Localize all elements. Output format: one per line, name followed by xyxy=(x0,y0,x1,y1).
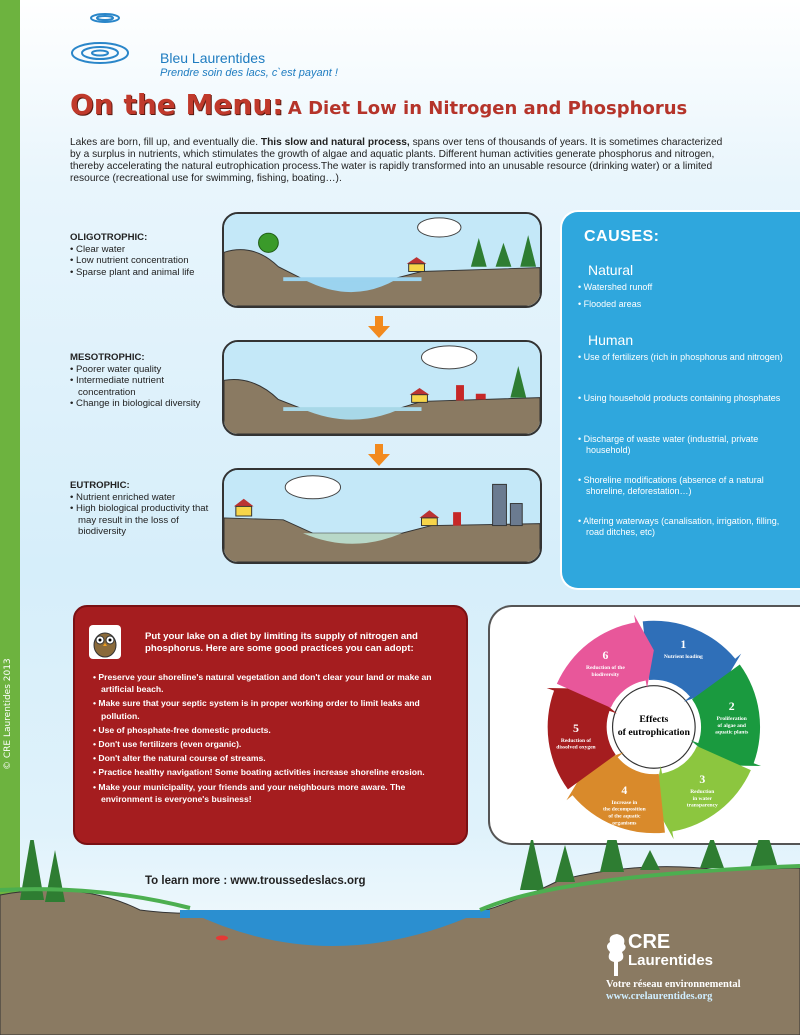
oligotrophic-illustration xyxy=(222,212,542,308)
practices-heading: Put your lake on a diet by limiting its supply of nitrogen and phosphorus. Here are some good practices you can adopt: xyxy=(145,631,418,654)
brand-tagline: Prendre soin des lacs, c`est payant ! xyxy=(160,67,338,79)
arrow-down-icon xyxy=(368,444,390,466)
cycle-center-line2: of eutrophication xyxy=(617,726,690,738)
page-title xyxy=(70,88,687,121)
cycle-step-label: in water xyxy=(692,795,712,802)
cycle-step-label: Reduction of the xyxy=(586,664,625,671)
cycle-step-label: of the aquatic xyxy=(608,813,641,820)
natural-label: Natural xyxy=(588,262,634,278)
cycle-step-number: 4 xyxy=(621,783,628,798)
learn-more-text: To learn more : www.troussedeslacs.org xyxy=(145,875,366,887)
intro-bold: This slow and natural process, xyxy=(260,137,410,148)
intro-part2: spans over tens of thousands of years. It is sometimes characterized by a surplus in nutrients, which stimulates the growth of algae and aquatic plants. Different human activities generate phosphorus and nitrogen, thereby accelerating the natural eutrophication process.The water is rapidly transformed into an unusable resource (drinking water) or a limited resource (recreational use for swimming, fishing, boating…). xyxy=(70,137,723,184)
cause-item: • Using household products containing phosphates xyxy=(578,393,788,404)
cycle-step-number: 3 xyxy=(699,772,706,787)
practices-list xyxy=(93,671,453,807)
list-item: • Preserve your shoreline's natural vegetation and don't clear your land or make an artificial beach. xyxy=(93,671,453,695)
stage-item: • Poorer water quality xyxy=(70,364,220,376)
stage-heading: EUTROPHIC: xyxy=(70,480,130,491)
stage-eutrophic xyxy=(70,480,220,538)
stage-item: • High biological productivity that may result in the loss of biodiversity xyxy=(70,503,220,538)
cause-item: • Use of fertilizers (rich in phosphorus and nitrogen) xyxy=(578,352,788,363)
wave-logo-icon xyxy=(70,8,165,70)
cre-mark-icon xyxy=(604,932,630,978)
cycle-step-number: 1 xyxy=(680,637,687,652)
cycle-step-label: the decomposition xyxy=(603,806,646,813)
cause-item: • Altering waterways (canalisation, irrigation, filling, road ditches, etc) xyxy=(578,516,788,538)
cause-item: • Flooded areas xyxy=(578,299,788,310)
cycle-step-number: 2 xyxy=(728,699,735,714)
stage-item: • Low nutrient concentration xyxy=(70,255,230,267)
stage-item: • Sparse plant and animal life xyxy=(70,267,230,279)
cycle-step-label: transparency xyxy=(686,802,718,809)
cause-item: • Shoreline modifications (absence of a natural shoreline, deforestation…) xyxy=(578,475,788,497)
stage-heading: OLIGOTROPHIC: xyxy=(70,232,148,243)
cause-item: • Discharge of waste water (industrial, private household) xyxy=(578,434,788,456)
owl-icon xyxy=(89,625,121,659)
eutrophication-cycle xyxy=(488,605,800,845)
cycle-step-label: aquatic plants xyxy=(715,729,749,736)
intro-part1: Lakes are born, fill up, and eventually die. xyxy=(70,137,261,148)
stage-oligotrophic xyxy=(70,232,230,278)
list-item: • Use of phosphate-free domestic products. xyxy=(93,724,453,736)
cycle-step-label: dissolved oxygen xyxy=(556,744,596,751)
copyright-text: © CRE Laurentides 2013 xyxy=(3,658,13,770)
title-main: On the Menu: xyxy=(70,88,284,121)
cycle-step-label: Increase in xyxy=(611,799,638,806)
stage-item: • Change in biological diversity xyxy=(70,398,220,410)
cycle-step-label: Nutrient loading xyxy=(663,653,703,660)
stage-item: • Clear water xyxy=(70,244,230,256)
org-url[interactable]: www.crelaurentides.org xyxy=(606,991,713,1002)
list-item: • Practice healthy navigation! Some boating activities increase shoreline erosion. xyxy=(93,766,453,778)
good-practices-panel xyxy=(73,605,468,845)
cycle-step-label: Proliferation xyxy=(716,715,747,722)
org-name: CRE xyxy=(628,931,671,953)
cause-item: • Watershed runoff xyxy=(578,282,788,293)
org-region: Laurentides xyxy=(628,952,714,969)
cycle-step-number: 5 xyxy=(572,721,579,736)
list-item: • Don't use fertilizers (even organic). xyxy=(93,738,453,750)
brand-name: Bleu Laurentides xyxy=(160,50,266,66)
causes-heading: CAUSES: xyxy=(584,228,660,245)
stage-mesotrophic xyxy=(70,352,220,410)
org-network: Votre réseau environnemental xyxy=(606,979,741,990)
list-item: • Make your municipality, your friends and your neighbours more aware. The environment is everyone's business! xyxy=(93,781,453,805)
cycle-center-line1: Effects xyxy=(639,714,669,726)
cre-logo xyxy=(604,932,764,1027)
cycle-step-label: Reduction of xyxy=(560,737,592,744)
causes-panel xyxy=(560,210,800,590)
cycle-diagram xyxy=(490,607,800,843)
list-item: • Make sure that your septic system is in proper working order to limit leaks and pollution. xyxy=(93,697,453,721)
cycle-step-label: biodiversity xyxy=(591,671,620,678)
stage-heading: MESOTROPHIC: xyxy=(70,352,145,363)
intro-paragraph xyxy=(70,137,730,185)
human-label: Human xyxy=(588,332,634,348)
mesotrophic-illustration xyxy=(222,340,542,436)
list-item: • Don't alter the natural course of streams. xyxy=(93,752,453,764)
stage-item: • Intermediate nutrient concentration xyxy=(70,375,220,398)
arrow-down-icon xyxy=(368,316,390,338)
cycle-step-number: 6 xyxy=(602,648,609,663)
cycle-step-label: organisms xyxy=(612,820,637,827)
stage-item: • Nutrient enriched water xyxy=(70,492,220,504)
cycle-step-label: Reduction xyxy=(690,788,715,795)
eutrophic-illustration xyxy=(222,468,542,564)
cycle-step-label: of algae and xyxy=(717,722,746,729)
title-sub: A Diet Low in Nitrogen and Phosphorus xyxy=(287,98,688,119)
